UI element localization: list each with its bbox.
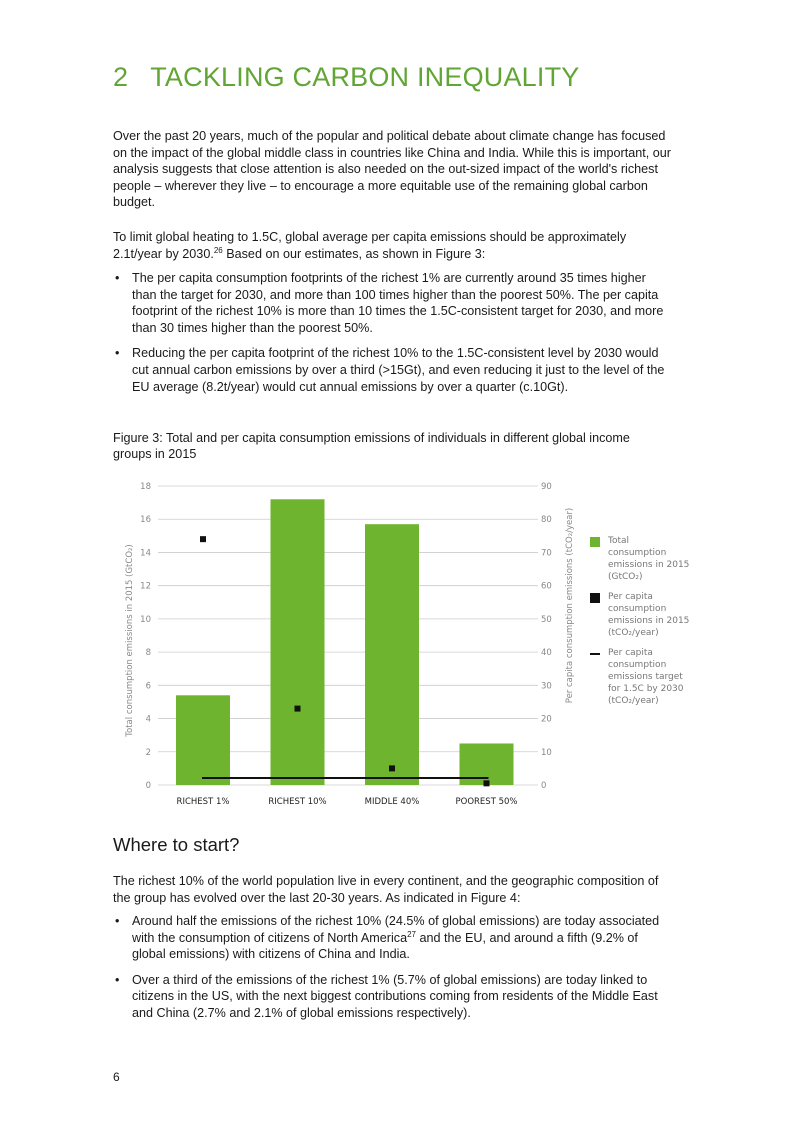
legend-marker-swatch [590,593,600,603]
list-item [113,913,673,963]
section-title [113,62,580,93]
y-right-tick-label: 50 [541,614,552,625]
per-capita-marker [295,706,301,712]
y-tick-label: 14 [140,548,151,559]
where-to-start-bullet-list [113,913,673,1022]
figure-caption: Figure 3: Total and per capita consumption emissions of individuals in different global income groups in 2015 [113,431,630,461]
y-right-tick-label: 60 [541,581,552,592]
y-right-tick-label: 20 [541,714,552,725]
legend-label: Per capita consumption emissions target for 1.5C by 2030 (tCO₂/year) [608,648,684,706]
where-to-start-heading: Where to start? [113,834,240,855]
list-item: • Reducing the per capita footprint of the richest 10% to the 1.5C-consistent level by 2030 would cut annual carbon emissions by over a third (>15Gt), and even reducing it just to the level of the EU average (8.2t/year) would cut annual emissions by over a quarter (c.10Gt). [113,345,673,395]
chart-bars [176,499,514,785]
y-tick-label: 18 [140,482,151,492]
bar [365,524,419,785]
bullet-text: Around half the emissions of the richest 10% (24.5% of global emissions) are today associated with the consumption of citizens of North America [132,914,660,945]
y-tick-label: 12 [140,581,151,592]
y-tick-label: 4 [145,714,151,725]
bullet-text: and the EU, and around a fifth (9.2% of global emissions) with citizens of China and India. [132,930,638,962]
per-capita-marker [200,536,206,542]
where-to-start-bullets [113,913,673,1031]
bar [271,499,325,785]
x-tick-label: RICHEST 10% [268,797,327,807]
legend-item-per-capita [590,591,690,639]
per-capita-marker [389,765,395,771]
y-tick-label: 6 [145,681,151,692]
y-right-tick-label: 0 [541,781,547,791]
y-right-axis-title: Per capita consumption emissions (tCO₂/year) [565,507,575,704]
y-right-tick-label: 70 [541,548,552,559]
page-number: 6 [113,1070,120,1084]
y-tick-label: 16 [140,515,151,526]
footnote-ref-27[interactable]: 27 [407,929,416,939]
section-number: 2 [113,62,129,92]
where-to-start-text: The richest 10% of the world population live in every continent, and the geographic composition of the group has evolved over the last 20-30 years. As indicated in Figure 4: [113,874,659,905]
y-right-tick-label: 10 [541,747,552,758]
y-right-tick-label: 30 [541,681,552,692]
legend-bar-swatch [590,537,600,547]
chart-markers [200,536,490,786]
legend-label: Per capita consumption emissions in 2015 (tCO₂/year) [608,592,690,638]
intro-bullets [113,270,673,404]
intro-paragraph-1 [113,128,673,211]
y-right-tick-label: 80 [541,515,552,526]
y-tick-label: 10 [140,614,151,625]
legend-line-swatch [590,653,600,655]
legend-item-total [590,535,690,583]
y-tick-label: 2 [145,747,151,758]
y-tick-label: 8 [145,648,151,659]
y-axis-title: Total consumption emissions in 2015 (GtCO₂) [125,544,135,737]
x-tick-label: POOREST 50% [455,797,518,807]
section-title-text: TACKLING CARBON INEQUALITY [150,62,580,92]
intro-bullet-list [113,270,673,395]
footnote-ref-26[interactable]: 26 [213,245,223,255]
per-capita-marker [484,780,490,786]
intro-text-1: Over the past 20 years, much of the popular and political debate about climate change has focused on the impact of the global middle class in countries like China and India. While this is important, our analysis suggests that close attention is also needed on the out-sized impact of the world's richest people – wherever they live – to encourage a more equitable use of the remaining global carbon budget. [113,129,671,210]
chart-legend [590,535,690,715]
intro-paragraph-2 [113,229,673,262]
list-item: • The per capita consumption footprints of the richest 1% are currently around 35 times higher than the target for 2030, and more than 100 times higher than the poorest 50%. The per capita footprint of the richest 10% is more than 10 times the 1.5C-consistent target for 2030, and more than 30 times higher than the poorest 50%. [113,270,673,336]
intro-text-2-main: To limit global heating to 1.5C, global average per capita emissions should be approximately 2.1t/year by 2030. [113,230,627,261]
list-item: • Over a third of the emissions of the richest 1% (5.7% of global emissions) are today linked to citizens in the US, with the next biggest contributions coming from residents of the Middle East and China (2.7% and 2.1% of global emissions respectively). [113,972,673,1022]
emissions-chart [113,473,593,813]
intro-text-2 [113,229,673,262]
legend-item-target [590,647,690,707]
where-to-start-paragraph [113,873,673,906]
legend-label: Total consumption emissions in 2015 (GtCO₂) [608,536,690,582]
y-right-tick-label: 90 [541,482,552,492]
y-tick-label: 0 [145,781,151,791]
intro-text-2-tail: Based on our estimates, as shown in Figure 3: [222,246,486,261]
x-tick-label: RICHEST 1% [176,797,230,807]
bar [176,695,230,785]
y-right-tick-label: 40 [541,648,552,659]
x-tick-label: MIDDLE 40% [364,797,420,807]
